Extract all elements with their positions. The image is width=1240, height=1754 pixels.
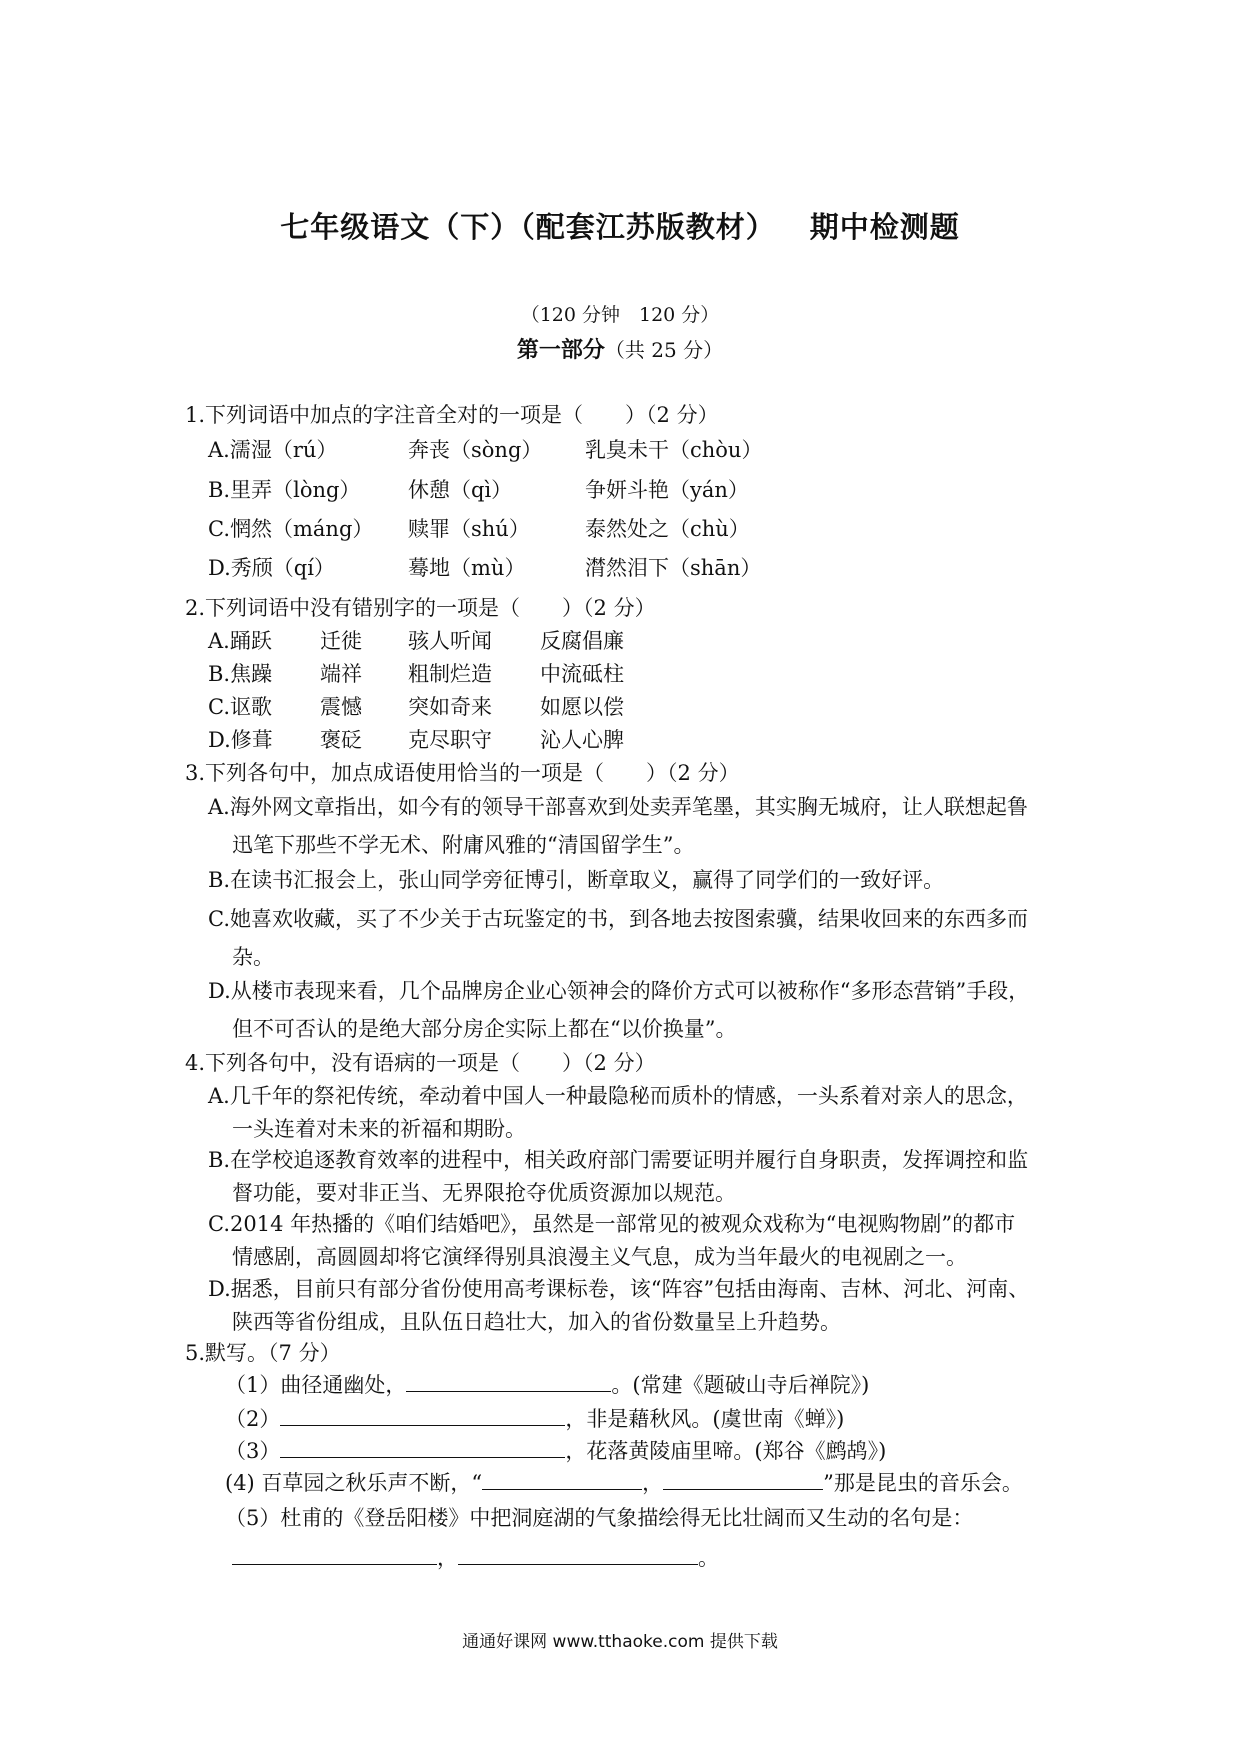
title-main: 七年级语文（下）（配套江苏版教材）	[280, 210, 776, 244]
q5-item-2	[225, 1403, 844, 1433]
q1-option-c3: 泰然处之（chù）	[585, 517, 750, 541]
q3-stem: 3.下列各句中，加点成语使用恰当的一项是（ ）（2 分）	[185, 761, 740, 785]
q1-stem: 1.下列词语中加点的字注音全对的一项是（ ）（2 分）	[185, 403, 719, 427]
q2-option-d3: 克尽职守	[408, 728, 492, 752]
q3-option-a-cont: 迅笔下那些不学无术、附庸风雅的“清国留学生”。	[232, 833, 695, 857]
q1-option-d3: 潸然泪下（shān）	[585, 556, 762, 580]
q1-option-b2: 休憩（qì）	[408, 478, 513, 502]
q5-item-3-blank[interactable]	[280, 1439, 565, 1458]
q2-option-c4: 如愿以偿	[540, 695, 624, 719]
q4-option-b: B.在学校追逐教育效率的进程中，相关政府部门需要证明并履行自身职责，发挥调控和监	[208, 1148, 1029, 1172]
q1-option-a2: 奔丧（sòng）	[408, 438, 543, 462]
q5-item-2-blank[interactable]	[280, 1407, 565, 1426]
title-sub: 期中检测题	[809, 210, 960, 244]
q4-option-d: D.据悉，目前只有部分省份使用高考课标卷，该“阵容”包括由海南、吉林、河北、河南、	[208, 1277, 1030, 1301]
q5-item-1-text: （1）曲径通幽处，	[225, 1373, 407, 1397]
q2-option-c1: C.讴歌	[208, 695, 272, 719]
q5-item-5-blank-1[interactable]	[232, 1546, 437, 1565]
q2-option-c2: 震憾	[320, 695, 362, 719]
q4-option-a-cont: 一头连着对未来的祈福和期盼。	[232, 1117, 526, 1141]
q3-option-a: A.海外网文章指出，如今有的领导干部喜欢到处卖弄笔墨，其实胸无城府，让人联想起鲁	[208, 795, 1028, 819]
q5-item-2-text: （2）	[225, 1407, 281, 1431]
q1-option-d1: D.秀颀（qí）	[208, 556, 335, 580]
q5-item-5: （5）杜甫的《登岳阳楼》中把洞庭湖的气象描绘得无比壮阔而又生动的名句是：	[225, 1506, 974, 1530]
q1-option-a3: 乳臭未干（chòu）	[585, 438, 763, 462]
q2-option-d1: D.修葺	[208, 728, 273, 752]
q2-option-a4: 反腐倡廉	[540, 629, 624, 653]
q5-item-4	[225, 1467, 1023, 1497]
q1-option-c1: C.惘然（máng）	[208, 517, 374, 541]
q5-item-4-text: (4) 百草园之秋乐声不断，“	[225, 1471, 483, 1495]
q2-option-d2: 褒砭	[320, 728, 362, 752]
q2-option-b2: 端祥	[320, 662, 362, 686]
q4-option-b-cont: 督功能，要对非正当、无界限抢夺优质资源加以规范。	[232, 1181, 736, 1205]
part-score: （共 25 分）	[604, 338, 724, 362]
q3-option-b: B.在读书汇报会上，张山同学旁征博引，断章取义，赢得了同学们的一致好评。	[208, 868, 945, 892]
q2-option-a2: 迁徙	[320, 629, 362, 653]
q5-item-4-tail: ”那是昆虫的音乐会。	[823, 1471, 1023, 1495]
q2-stem: 2.下列词语中没有错别字的一项是（ ）（2 分）	[185, 596, 656, 620]
q5-stem: 5.默写。（7 分）	[185, 1341, 341, 1365]
q1-option-c2: 赎罪（shú）	[408, 517, 530, 541]
q1-option-b1: B.里弄（lòng）	[208, 478, 361, 502]
q5-item-1	[225, 1369, 869, 1399]
q5-item-3	[225, 1435, 886, 1465]
part-heading	[0, 333, 1240, 364]
q5-item-5-sep: ，	[437, 1546, 458, 1570]
q1-option-a1: A.濡湿（rú）	[208, 438, 338, 462]
q2-option-d4: 沁人心脾	[540, 728, 624, 752]
q4-option-d-cont: 陕西等省份组成，且队伍日趋壮大，加入的省份数量呈上升趋势。	[232, 1310, 841, 1334]
q5-item-1-blank[interactable]	[406, 1373, 611, 1392]
q2-option-b1: B.焦躁	[208, 662, 273, 686]
q2-option-b4: 中流砥柱	[540, 662, 624, 686]
q4-option-a: A.几千年的祭祀传统，牵动着中国人一种最隐秘而质朴的情感，一头系着对亲人的思念，	[208, 1084, 1028, 1108]
q5-item-5-tail: 。	[698, 1546, 719, 1570]
footer-download-note: 通通好课网 www.tthaoke.com 提供下载	[462, 1632, 778, 1652]
q5-item-5-blank-2[interactable]	[458, 1546, 698, 1565]
q3-option-d: D.从楼市表现来看，几个品牌房企业心领神会的降价方式可以被称作“多形态营销”手段，	[208, 979, 1030, 1003]
q2-option-b3: 粗制烂造	[408, 662, 492, 686]
q5-item-3-text: （3）	[225, 1439, 281, 1463]
q5-item-4-blank-2[interactable]	[663, 1471, 823, 1490]
exam-time-score: （120 分钟 120 分）	[520, 304, 720, 326]
q2-option-a3: 骇人听闻	[408, 629, 492, 653]
q1-option-b3: 争妍斗艳（yán）	[585, 478, 749, 502]
q2-option-c3: 突如奇来	[408, 695, 492, 719]
q3-option-c-cont: 杂。	[232, 945, 274, 969]
q1-option-d2: 蓦地（mù）	[408, 556, 526, 580]
q4-option-c-cont: 情感剧，高圆圆却将它演绎得别具浪漫主义气息，成为当年最火的电视剧之一。	[232, 1245, 967, 1269]
q5-item-5-answer	[232, 1542, 719, 1572]
q5-item-1-source: 。(常建《题破山寺后禅院》)	[611, 1373, 870, 1397]
q5-item-4-sep: ，	[642, 1471, 664, 1495]
q2-option-a1: A.踊跃	[208, 629, 272, 653]
part-label: 第一部分	[516, 338, 605, 363]
q3-option-d-cont: 但不可否认的是绝大部分房企实际上都在“以价换量”。	[232, 1017, 737, 1041]
exam-title	[0, 205, 1240, 246]
q4-stem: 4.下列各句中，没有语病的一项是（ ）（2 分）	[185, 1051, 656, 1075]
q4-option-c: C.2014 年热播的《咱们结婚吧》，虽然是一部常见的被观众戏称为“电视购物剧”的都市	[208, 1212, 1016, 1236]
q5-item-4-blank-1[interactable]	[482, 1471, 642, 1490]
q5-item-2-source: ，非是藉秋风。(虞世南《蝉》)	[565, 1407, 845, 1431]
q3-option-c: C.她喜欢收藏，买了不少关于古玩鉴定的书，到各地去按图索骥，结果收回来的东西多而	[208, 907, 1028, 931]
q5-item-3-source: ，花落黄陵庙里啼。(郑谷《鹧鸪》)	[565, 1439, 887, 1463]
